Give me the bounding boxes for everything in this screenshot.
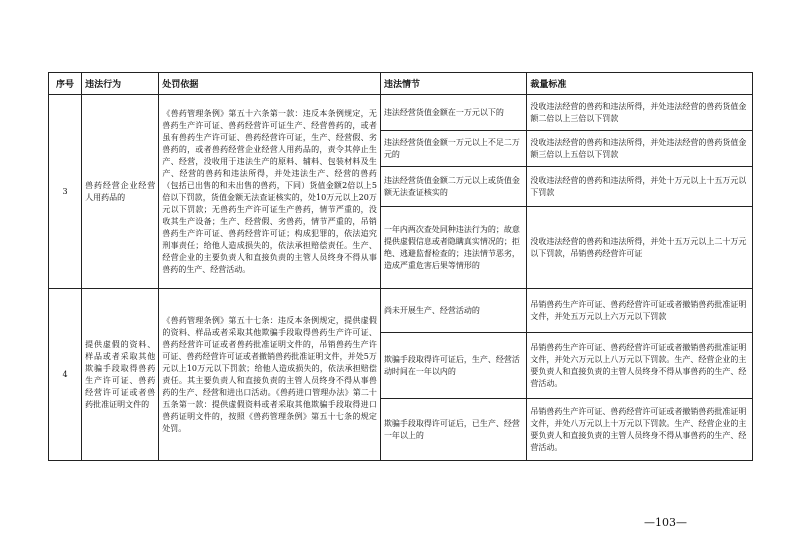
table-header-row [49, 73, 753, 95]
header-standard: 裁量标准 [527, 73, 753, 95]
page-number: —103— [644, 516, 687, 529]
header-no: 序号 [49, 73, 82, 95]
row-standard: 吊销兽药生产许可证、兽药经营许可证或者撤销兽药批准证明文件，并处六万元以上八万元以下罚款。生产、经营企业的主要负责人和直接负责的主管人员终身不得从事兽药的生产、经营活动。 [527, 333, 753, 399]
row-situation: 尚未开展生产、经营活动的 [380, 289, 526, 333]
header-situation: 违法情节 [380, 73, 526, 95]
row-standard: 没收违法经营的兽药和违法所得，并处十五万元以上二十万元以下罚款，吊销兽药经营许可证 [527, 207, 753, 289]
row-no: 3 [49, 95, 82, 289]
row-situation: 欺骗手段取得许可证后，已生产、经营一年以上的 [380, 399, 526, 461]
row-act: 提供虚假的资料、样品或者采取其他欺骗手段取得兽药生产许可证、兽药经营许可证或者兽药批准证明文件的 [82, 289, 159, 461]
row-standard: 没收违法经营的兽药和违法所得，并处十万元以上十五万元以下罚款 [527, 167, 753, 207]
header-basis: 处罚依据 [159, 73, 381, 95]
header-act: 违法行为 [82, 73, 159, 95]
row-basis: 《兽药管理条例》第五十七条：违反本条例规定，提供虚假的资料、样品或者采取其他欺骗手段取得兽药生产许可证、兽药经营许可证或者兽药批准证明文件的，吊销兽药生产许可证、兽药经营许可证或者撤销兽药批准证明文件，并处5万元以上10万元以下罚款；给他人造成损失的，依法承担赔偿责任。其主要负责人和直接负责的主管人员终身不得从事兽药的生产、经营和进出口活动。《兽药进口管理办法》第二十五条第一款：提供虚假资料或者采取其他欺骗手段取得进口兽药证明文件的，按照《兽药管理条例》第五十七条的规定处罚。 [159, 289, 381, 461]
row-act: 兽药经营企业经营人用药品的 [82, 95, 159, 289]
row-standard: 吊销兽药生产许可证、兽药经营许可证或者撤销兽药批准证明文件，并处五万元以上六万元以下罚款 [527, 289, 753, 333]
row-no: 4 [49, 289, 82, 461]
row-situation: 欺骗手段取得许可证后，生产、经营活动时间在一年以内的 [380, 333, 526, 399]
row-situation: 一年内两次查处同种违法行为的；故意提供虚假信息或者隐瞒真实情况的；拒绝、逃避监督检查的；违法情节恶劣，造成严重危害后果等情形的 [380, 207, 526, 289]
row-situation: 违法经营货值金额在一万元以下的 [380, 95, 526, 131]
row-situation: 违法经营货值金额一万元以上不足二万元的 [380, 131, 526, 167]
row-situation: 违法经营货值金额二万元以上或货值金额无法查证核实的 [380, 167, 526, 207]
penalty-table [48, 72, 753, 461]
row-standard: 吊销兽药生产许可证、兽药经营许可证或者撤销兽药批准证明文件，并处八万元以上十万元以下罚款。生产、经营企业的主要负责人和直接负责的主管人员终身不得从事兽药的生产、经营活动。 [527, 399, 753, 461]
row-basis: 《兽药管理条例》第五十六条第一款：违反本条例规定，无兽药生产许可证、兽药经营许可证生产、经营兽药的，或者虽有兽药生产许可证、兽药经营许可证，生产、经营假、劣兽药的，或者兽药经营企业经营人用药品的，责令其停止生产、经营，没收用于违法生产的原料、辅料、包装材料及生产、经营的兽药和违法所得，并处违法生产、经营的兽药（包括已出售的和未出售的兽药，下同）货值金额2倍以上5倍以下罚款，货值金额无法查证核实的，处10万元以上20万元以下罚款；无兽药生产许可证生产兽药，情节严重的，没收其生产设备；生产、经营假、劣兽药，情节严重的，吊销兽药生产许可证、兽药经营许可证；构成犯罪的，依法追究刑事责任；给他人造成损失的，依法承担赔偿责任。生产、经营企业的主要负责人和直接负责的主管人员终身不得从事兽药的生产、经营活动。 [159, 95, 381, 289]
row-standard: 没收违法经营的兽药和违法所得，并处违法经营的兽药货值金额三倍以上五倍以下罚款 [527, 131, 753, 167]
row-standard: 没收违法经营的兽药和违法所得，并处违法经营的兽药货值金额二倍以上三倍以下罚款 [527, 95, 753, 131]
document-page [48, 72, 753, 461]
table-row [49, 289, 753, 333]
table-row [49, 95, 753, 131]
